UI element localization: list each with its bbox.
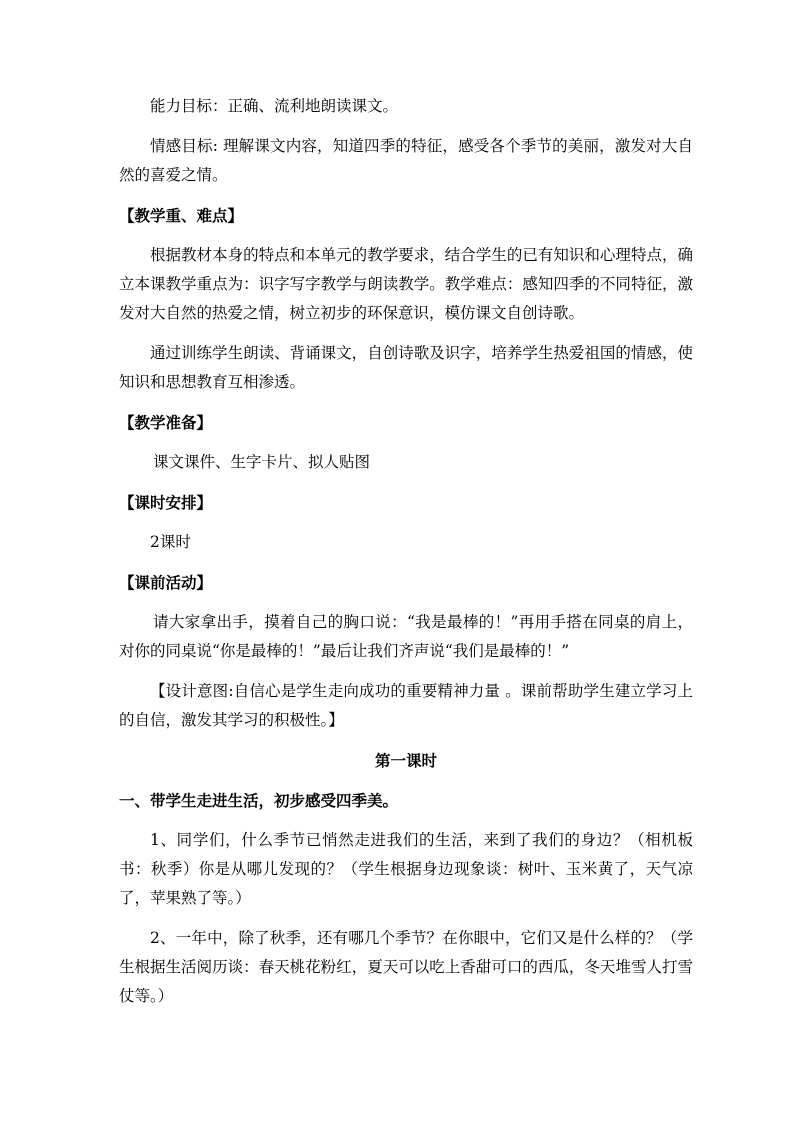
list-item-1: 1、同学们，什么季节已悄然走进我们的生活，来到了我们的身边？（相机板书：秋季）你是从哪儿发现的？（学生根据身边现象谈：树叶、玉米黄了，天气凉了，苹果熟了等。） <box>119 831 693 907</box>
section-pre-activity-heading: 【课前活动】 <box>119 573 213 592</box>
document-page <box>119 92 693 1011</box>
list-item-2: 2、一年中，除了秋季，还有哪几个季节？在你眼中，它们又是什么样的？（学生根据生活阅历谈：春天桃花粉红，夏天可以吃上香甜可口的西瓜，冬天堆雪人打雪仗等。） <box>119 929 693 1005</box>
ability-goal: 能力目标：正确、流利地朗读课文。 <box>150 97 399 115</box>
key-points-paragraph-1: 根据教材本身的特点和本单元的教学要求，结合学生的已有知识和心理特点，确立本课教学重点为：识字写字教学与朗读教学。教学难点：感知四季的不同特征，激发对大自然的热爱之情，树立初步的环保意识，模仿课文自创诗歌。 <box>119 246 693 322</box>
section-key-points-heading: 【教学重、难点】 <box>119 206 244 225</box>
prep-text: 课文课件、生字卡片、拟人贴图 <box>153 453 371 471</box>
lesson-title: 第一课时 <box>374 751 437 770</box>
design-intent: 【设计意图:自信心是学生走向成功的重要精神力量 。课前帮助学生建立学习上的自信，激发其学习的积极性。】 <box>119 682 693 729</box>
schedule-text: 2课时 <box>150 533 191 551</box>
part-one-heading: 一、带学生走进生活，初步感受四季美。 <box>119 791 399 810</box>
section-prep-heading: 【教学准备】 <box>119 413 213 432</box>
pre-activity-text: 请大家拿出手，摸着自己的胸口说：“我是最棒的！”再用手搭在同桌的肩上，对你的同桌说“你是最棒的！”最后让我们齐声说“我们是最棒的！” <box>119 613 693 660</box>
emotion-goal: 情感目标: 理解课文内容，知道四季的特征，感受各个季节的美丽，激发对大自然的喜爱之情。 <box>119 137 693 184</box>
key-points-paragraph-2: 通过训练学生朗读、背诵课文，自创诗歌及识字，培养学生热爱祖国的情感，使知识和思想教育互相渗透。 <box>119 344 693 391</box>
section-schedule-heading: 【课时安排】 <box>119 493 213 512</box>
